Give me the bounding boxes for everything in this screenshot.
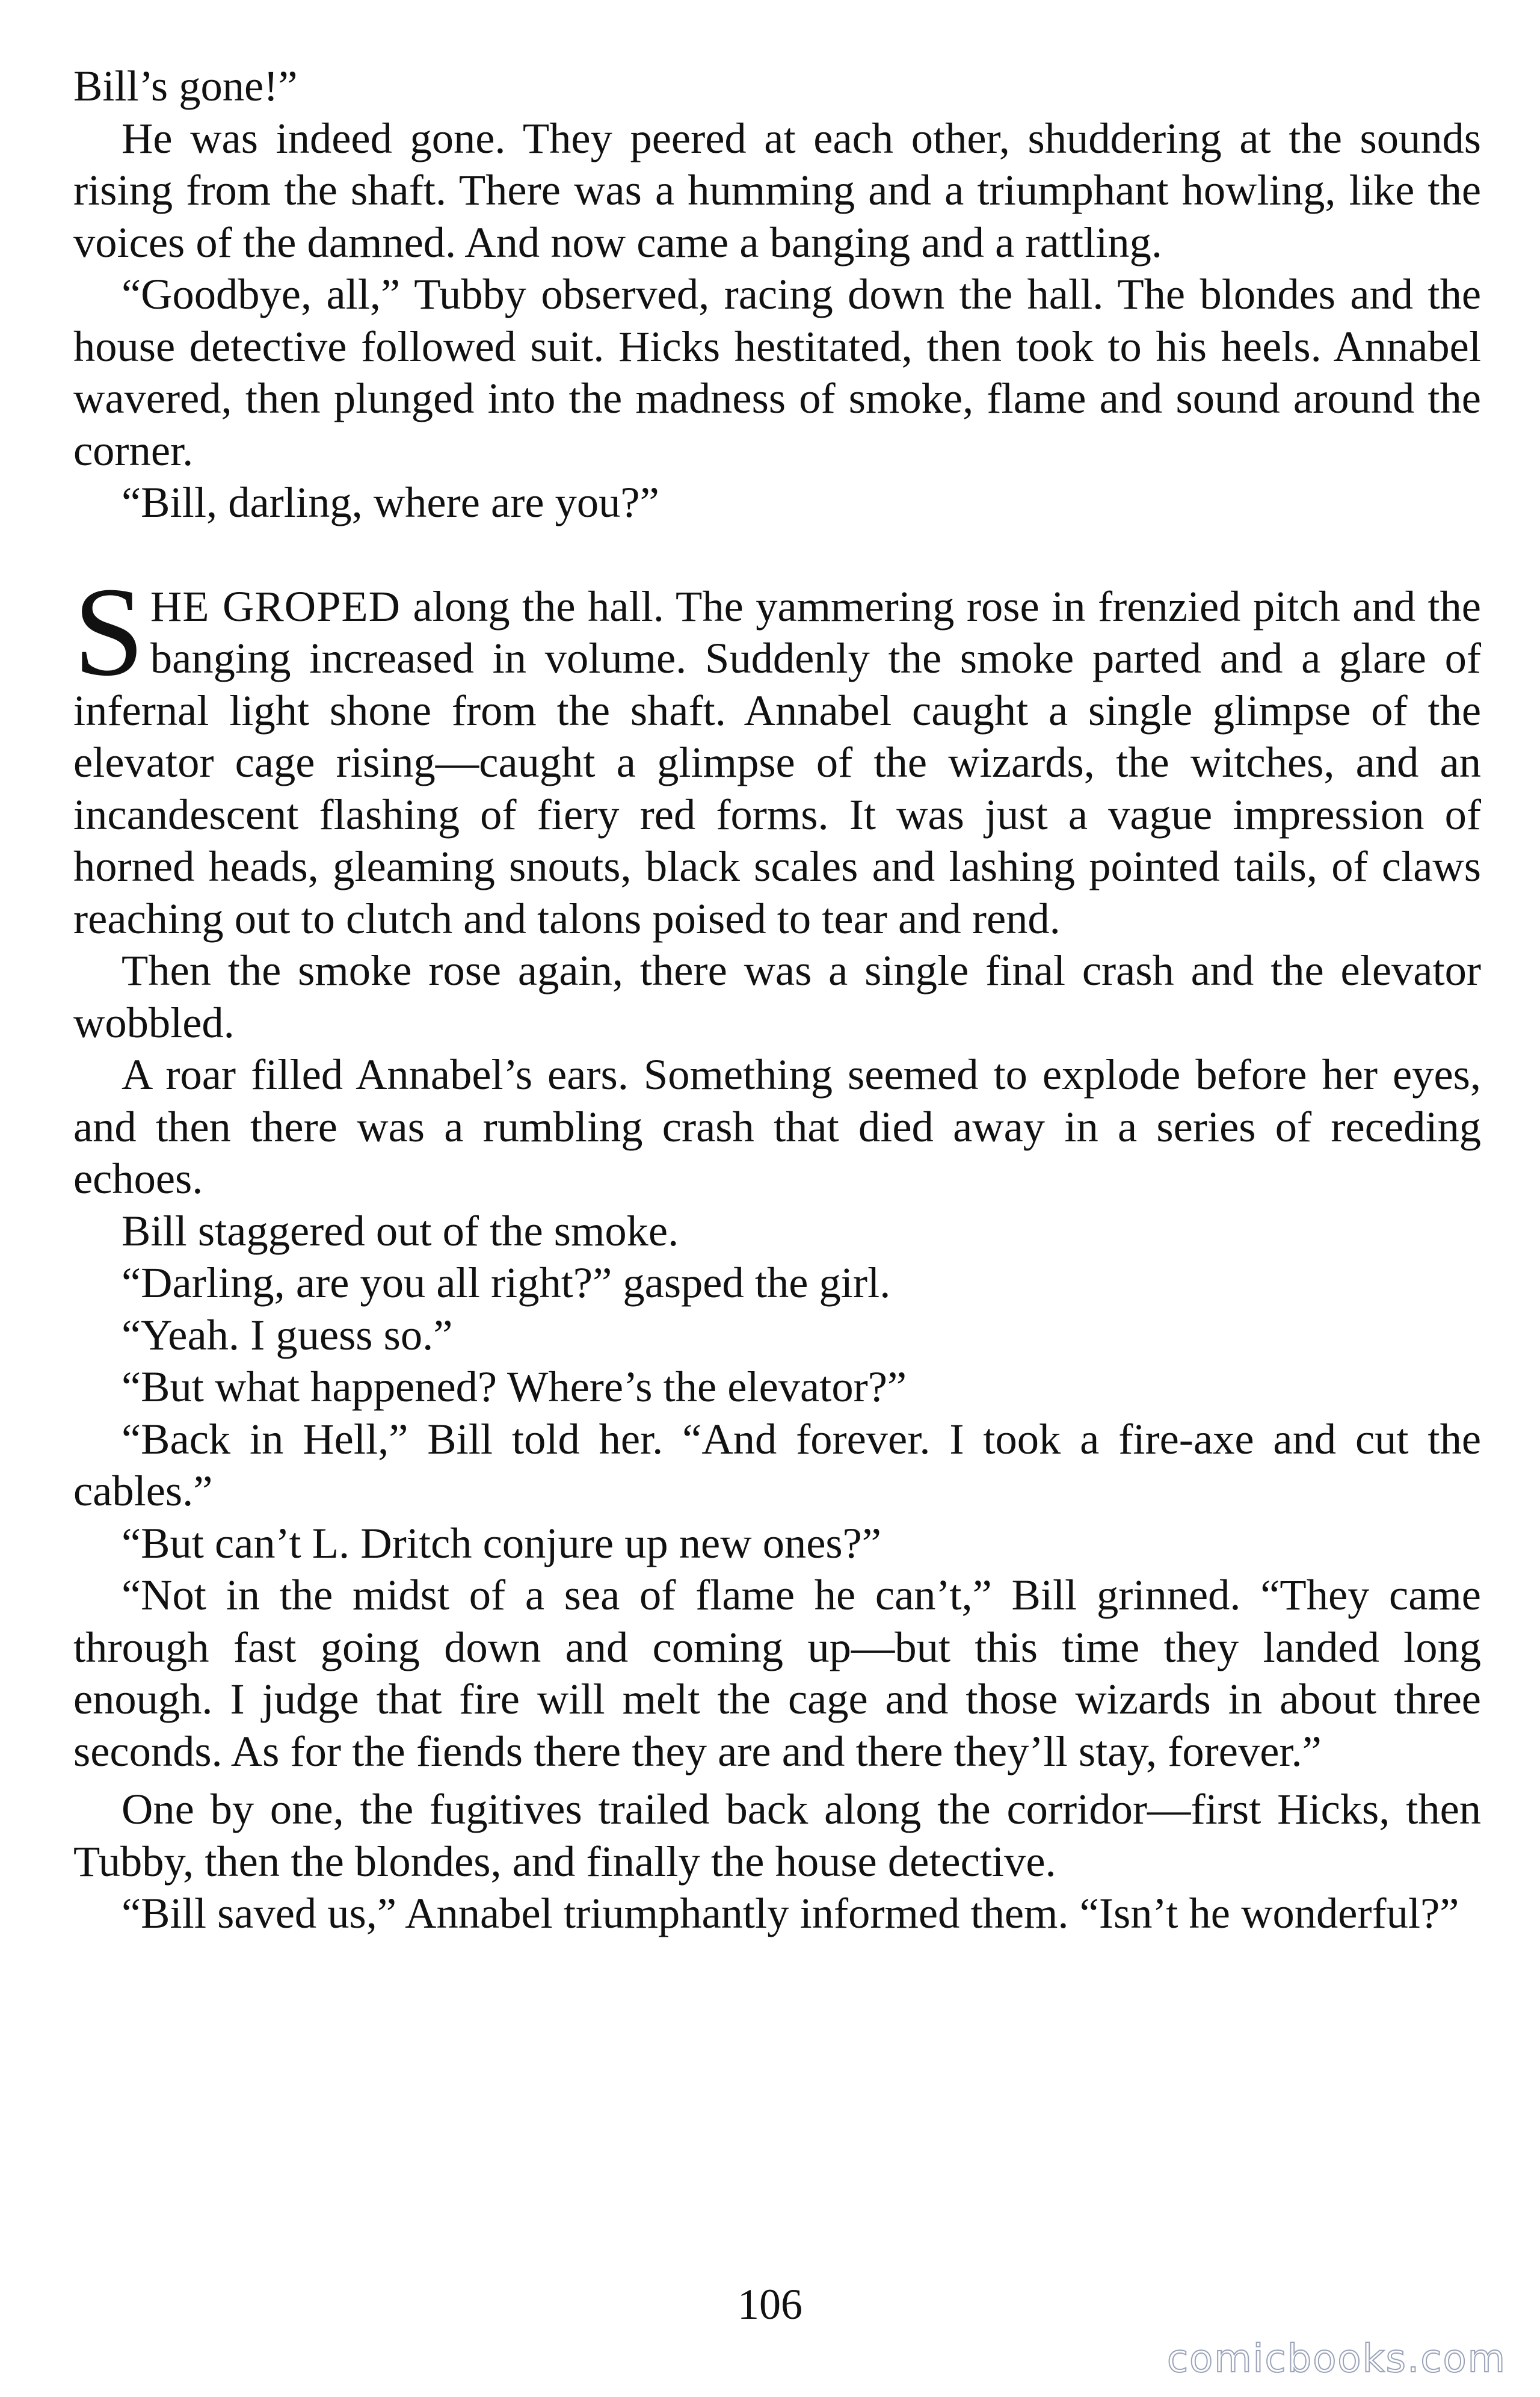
paragraph: “Not in the midst of a sea of flame he can’t,” Bill grinned. “They came through fast going down and coming up—but this time they landed long enough. I judge that fire will melt the cage and those wizards in about three seconds. As for the fiends there they are and there they’ll stay, forever.” <box>73 1570 1481 1775</box>
paragraph: He was indeed gone. They peered at each other, shuddering at the sounds rising from the shaft. There was a humming and a triumphant howling, like the voices of the damned. And now came a banging and a rattling. <box>73 113 1481 267</box>
paragraph: “Yeah. I guess so.” <box>122 1310 453 1359</box>
paragraph: Bill’s gone!” <box>73 61 298 110</box>
paragraph: “Darling, are you all right?” gasped the girl. <box>122 1258 891 1307</box>
watermark: comicbooks.com <box>1166 2337 1506 2381</box>
paragraph: Bill staggered out of the smoke. <box>122 1206 679 1255</box>
paragraph: Then the smoke rose again, there was a single final crash and the elevator wobbled. <box>73 946 1481 1047</box>
paragraph: “Goodbye, all,” Tubby observed, racing down the hall. The blondes and the house detective followed suit. Hicks hestitated, then took to his heels. Annabel wavered, then plunged into the madness of smoke, flame and sound around the corner. <box>73 270 1481 475</box>
drop-cap: S <box>73 560 144 702</box>
paragraph: One by one, the fugitives trailed back along the corridor—first Hicks, then Tubby, then the blondes, and finally the house detective. <box>73 1785 1481 1886</box>
paragraph: “But can’t L. Dritch conjure up new ones?” <box>122 1518 881 1567</box>
lead-in: HE GROPED <box>150 581 401 631</box>
paragraph: A roar filled Annabel’s ears. Something seemed to explode before her eyes, and then there was a rumbling crash that died away in a series of receding echoes. <box>73 1050 1481 1203</box>
section-opening-paragraph <box>73 560 1481 945</box>
page-number: 106 <box>738 2280 802 2328</box>
paragraph: “Back in Hell,” Bill told her. “And forever. I took a fire-axe and cut the cables.” <box>73 1414 1481 1515</box>
paragraph: “But what happened? Where’s the elevator?” <box>122 1362 907 1411</box>
page-body <box>73 60 1481 1940</box>
paragraph: “Bill saved us,” Annabel triumphantly informed them. “Isn’t he wonderful?” <box>122 1889 1459 1937</box>
paragraph: “Bill, darling, where are you?” <box>122 478 659 526</box>
opening-text: along the hall. The yammering rose in frenzied pitch and the banging increased in volume. Suddenly the smoke parted and a glare of infernal light shone from the shaft. Annabel caught a single glimpse of the elevator cage rising—caught a glimpse of the wizards, the witches, and an incandescent flashing of fiery red forms. It was just a vague impression of horned heads, gleaming snouts, black scales and lashing pointed tails, of claws reaching out to clutch and talons poised to tear and rend. <box>73 581 1481 943</box>
